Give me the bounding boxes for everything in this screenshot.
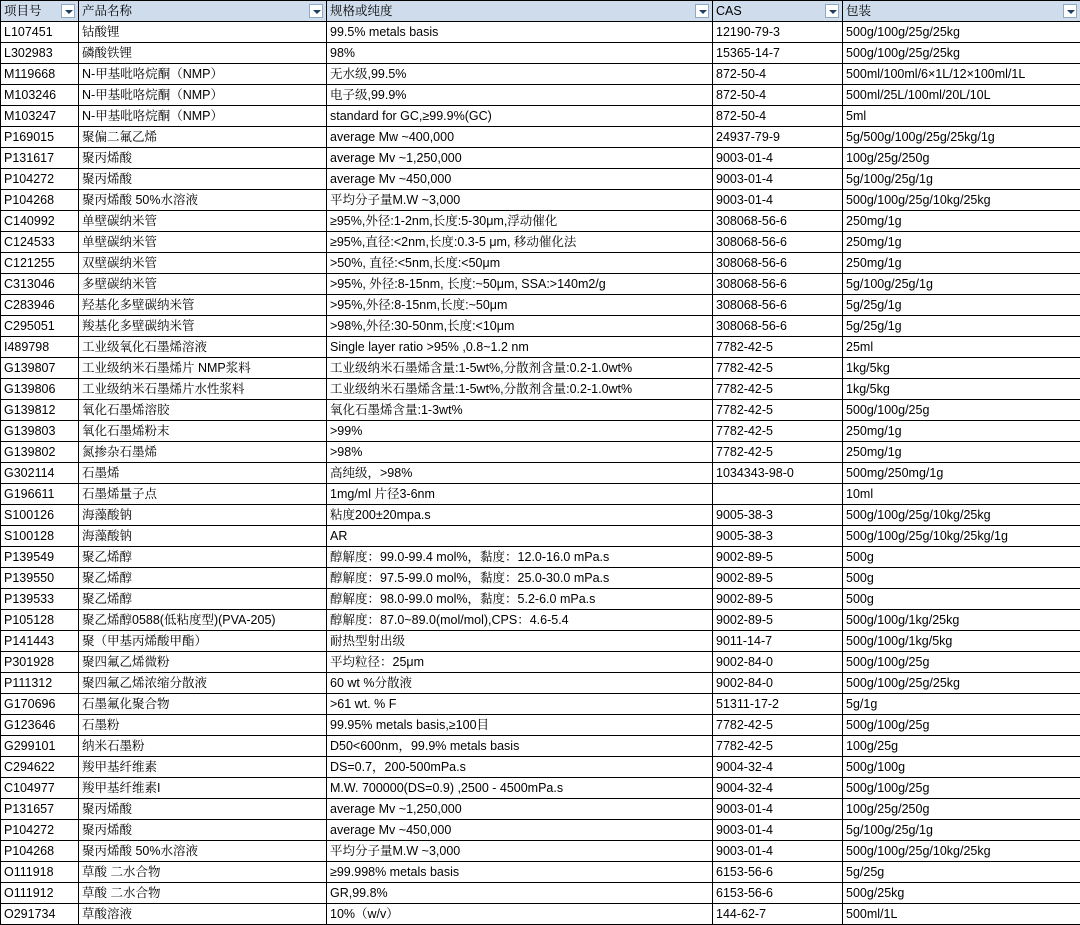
cell-cas: 7782-42-5: [713, 442, 843, 463]
table-row: [1, 883, 1080, 904]
cell-product-name: N-甲基吡咯烷酮（NMP）: [79, 64, 327, 85]
cell-product-name: 多壁碳纳米管: [79, 274, 327, 295]
table-row: [1, 274, 1080, 295]
cell-product-name: 聚丙烯酸: [79, 148, 327, 169]
cell-spec-purity: average Mv ~450,000: [327, 169, 713, 190]
cell-spec-purity: >95%, 外径:8-15nm, 长度:~50μm, SSA:>140m2/g: [327, 274, 713, 295]
table-row: [1, 127, 1080, 148]
cell-packaging: 500g/100g/25g/25kg: [843, 673, 1080, 694]
column-header-spec-purity: [327, 1, 713, 22]
table-row: [1, 253, 1080, 274]
cell-spec-purity: >61 wt. % F: [327, 694, 713, 715]
table-row: [1, 694, 1080, 715]
cell-cas: 9003-01-4: [713, 190, 843, 211]
cell-item-no: L107451: [1, 22, 79, 43]
cell-item-no: G302114: [1, 463, 79, 484]
cell-product-name: 石墨氟化聚合物: [79, 694, 327, 715]
cell-cas: 9002-89-5: [713, 547, 843, 568]
cell-spec-purity: 氧化石墨烯含量:1-3wt%: [327, 400, 713, 421]
cell-packaging: 500g/100g/25g/10kg/25kg: [843, 505, 1080, 526]
cell-cas: [713, 484, 843, 505]
column-header-label: 项目号: [4, 4, 42, 18]
cell-packaging: 500g/100g/25g: [843, 715, 1080, 736]
cell-spec-purity: D50<600nm，99.9% metals basis: [327, 736, 713, 757]
cell-product-name: 草酸溶液: [79, 904, 327, 925]
cell-packaging: 500g/25kg: [843, 883, 1080, 904]
table-row: [1, 64, 1080, 85]
cell-item-no: P139533: [1, 589, 79, 610]
cell-packaging: 5g/1g: [843, 694, 1080, 715]
cell-product-name: 聚乙烯醇: [79, 547, 327, 568]
table-row: [1, 589, 1080, 610]
table-row: [1, 463, 1080, 484]
cell-packaging: 100g/25g/250g: [843, 799, 1080, 820]
cell-item-no: C313046: [1, 274, 79, 295]
cell-item-no: L302983: [1, 43, 79, 64]
cell-cas: 15365-14-7: [713, 43, 843, 64]
cell-item-no: M103246: [1, 85, 79, 106]
cell-item-no: O111918: [1, 862, 79, 883]
table-row: [1, 526, 1080, 547]
cell-packaging: 500g/100g/25g: [843, 652, 1080, 673]
cell-packaging: 100g/25g: [843, 736, 1080, 757]
filter-dropdown-icon[interactable]: [825, 4, 839, 18]
cell-item-no: P104268: [1, 841, 79, 862]
cell-spec-purity: ≥95%,直径:<2nm,长度:0.3-5 μm, 移动催化法: [327, 232, 713, 253]
cell-item-no: C283946: [1, 295, 79, 316]
cell-product-name: 聚丙烯酸: [79, 820, 327, 841]
cell-product-name: 氧化石墨烯粉末: [79, 421, 327, 442]
table-row: [1, 841, 1080, 862]
table-row: [1, 652, 1080, 673]
cell-spec-purity: GR,99.8%: [327, 883, 713, 904]
cell-packaging: 1kg/5kg: [843, 379, 1080, 400]
cell-cas: 872-50-4: [713, 85, 843, 106]
cell-item-no: O111912: [1, 883, 79, 904]
cell-product-name: 纳米石墨粉: [79, 736, 327, 757]
cell-packaging: 500g/100g/25g/25kg: [843, 22, 1080, 43]
table-row: [1, 820, 1080, 841]
cell-product-name: 聚四氟乙烯浓缩分散液: [79, 673, 327, 694]
cell-item-no: C121255: [1, 253, 79, 274]
table-row: [1, 232, 1080, 253]
table-row: [1, 316, 1080, 337]
cell-item-no: G170696: [1, 694, 79, 715]
cell-item-no: G139812: [1, 400, 79, 421]
cell-item-no: G139807: [1, 358, 79, 379]
cell-product-name: 聚乙烯醇: [79, 589, 327, 610]
filter-dropdown-icon[interactable]: [695, 4, 709, 18]
table-row: [1, 736, 1080, 757]
cell-cas: 308068-56-6: [713, 274, 843, 295]
cell-cas: 9003-01-4: [713, 841, 843, 862]
filter-dropdown-icon[interactable]: [1063, 4, 1077, 18]
cell-packaging: 5g/25g/1g: [843, 295, 1080, 316]
table-row: [1, 547, 1080, 568]
table-row: [1, 631, 1080, 652]
table-row: [1, 169, 1080, 190]
column-header-product-name: [79, 1, 327, 22]
cell-product-name: 石墨粉: [79, 715, 327, 736]
cell-cas: 9004-32-4: [713, 757, 843, 778]
cell-cas: 9002-89-5: [713, 589, 843, 610]
cell-spec-purity: 无水级,99.5%: [327, 64, 713, 85]
table-row: [1, 799, 1080, 820]
cell-cas: 308068-56-6: [713, 316, 843, 337]
cell-packaging: 5g/100g/25g/1g: [843, 274, 1080, 295]
cell-packaging: 500g/100g/25g/10kg/25kg/1g: [843, 526, 1080, 547]
filter-dropdown-icon[interactable]: [61, 4, 75, 18]
table-row: [1, 862, 1080, 883]
cell-spec-purity: 99.95% metals basis,≥100目: [327, 715, 713, 736]
cell-product-name: 石墨烯: [79, 463, 327, 484]
table-row: [1, 757, 1080, 778]
cell-packaging: 1kg/5kg: [843, 358, 1080, 379]
cell-packaging: 500ml/100ml/6×1L/12×100ml/1L: [843, 64, 1080, 85]
cell-spec-purity: ≥99.998% metals basis: [327, 862, 713, 883]
cell-packaging: 500g/100g/25g/10kg/25kg: [843, 841, 1080, 862]
cell-product-name: 单壁碳纳米管: [79, 232, 327, 253]
table-row: [1, 442, 1080, 463]
cell-packaging: 500g/100g: [843, 757, 1080, 778]
cell-packaging: 250mg/1g: [843, 232, 1080, 253]
table-row: [1, 778, 1080, 799]
table-row: [1, 22, 1080, 43]
cell-spec-purity: average Mv ~450,000: [327, 820, 713, 841]
cell-packaging: 500g/100g/25g/25kg: [843, 43, 1080, 64]
table-row: [1, 148, 1080, 169]
cell-product-name: 聚丙烯酸 50%水溶液: [79, 190, 327, 211]
cell-cas: 7782-42-5: [713, 358, 843, 379]
table-row: [1, 568, 1080, 589]
cell-item-no: O291734: [1, 904, 79, 925]
cell-product-name: 工业级纳米石墨烯片水性浆料: [79, 379, 327, 400]
table-row: [1, 211, 1080, 232]
cell-spec-purity: average Mw ~400,000: [327, 127, 713, 148]
cell-item-no: G196611: [1, 484, 79, 505]
cell-product-name: 氮掺杂石墨烯: [79, 442, 327, 463]
cell-packaging: 5g/100g/25g/1g: [843, 820, 1080, 841]
cell-item-no: C140992: [1, 211, 79, 232]
cell-product-name: 双壁碳纳米管: [79, 253, 327, 274]
column-header-label: 包装: [846, 4, 871, 18]
cell-item-no: P131657: [1, 799, 79, 820]
cell-product-name: 草酸 二水合物: [79, 883, 327, 904]
cell-spec-purity: >50%, 直径:<5nm,长度:<50μm: [327, 253, 713, 274]
cell-spec-purity: average Mv ~1,250,000: [327, 799, 713, 820]
cell-cas: 9002-84-0: [713, 673, 843, 694]
cell-item-no: S100128: [1, 526, 79, 547]
cell-packaging: 5ml: [843, 106, 1080, 127]
table-row: [1, 358, 1080, 379]
cell-cas: 6153-56-6: [713, 862, 843, 883]
cell-packaging: 500ml/25L/100ml/20L/10L: [843, 85, 1080, 106]
cell-item-no: G139806: [1, 379, 79, 400]
cell-product-name: 磷酸铁锂: [79, 43, 327, 64]
cell-packaging: 500g: [843, 568, 1080, 589]
cell-spec-purity: >95%,外径:8-15nm,长度:~50μm: [327, 295, 713, 316]
cell-cas: 9002-89-5: [713, 568, 843, 589]
cell-item-no: M103247: [1, 106, 79, 127]
cell-product-name: N-甲基吡咯烷酮（NMP）: [79, 106, 327, 127]
cell-item-no: M119668: [1, 64, 79, 85]
cell-product-name: 聚丙烯酸 50%水溶液: [79, 841, 327, 862]
cell-item-no: C104977: [1, 778, 79, 799]
cell-cas: 872-50-4: [713, 64, 843, 85]
cell-cas: 7782-42-5: [713, 379, 843, 400]
cell-cas: 308068-56-6: [713, 211, 843, 232]
cell-packaging: 5g/500g/100g/25g/25kg/1g: [843, 127, 1080, 148]
table-row: [1, 337, 1080, 358]
cell-item-no: S100126: [1, 505, 79, 526]
cell-product-name: 工业级氧化石墨烯溶液: [79, 337, 327, 358]
cell-item-no: P104272: [1, 820, 79, 841]
cell-packaging: 500g/100g/25g/10kg/25kg: [843, 190, 1080, 211]
cell-packaging: 500ml/1L: [843, 904, 1080, 925]
cell-packaging: 500g/100g/1kg/25kg: [843, 610, 1080, 631]
cell-packaging: 5g/25g: [843, 862, 1080, 883]
cell-cas: 9005-38-3: [713, 526, 843, 547]
cell-spec-purity: 10%（w/v）: [327, 904, 713, 925]
table-row: [1, 715, 1080, 736]
cell-item-no: P169015: [1, 127, 79, 148]
cell-cas: 9011-14-7: [713, 631, 843, 652]
cell-cas: 51311-17-2: [713, 694, 843, 715]
cell-item-no: C295051: [1, 316, 79, 337]
cell-product-name: 钴酸锂: [79, 22, 327, 43]
cell-spec-purity: 99.5% metals basis: [327, 22, 713, 43]
cell-item-no: G299101: [1, 736, 79, 757]
table-row: [1, 505, 1080, 526]
table-row: [1, 484, 1080, 505]
cell-packaging: 500g/100g/25g: [843, 400, 1080, 421]
cell-product-name: 聚（甲基丙烯酸甲酯）: [79, 631, 327, 652]
cell-cas: 9003-01-4: [713, 169, 843, 190]
table-row: [1, 295, 1080, 316]
cell-spec-purity: 高纯级，>98%: [327, 463, 713, 484]
cell-product-name: 聚丙烯酸: [79, 799, 327, 820]
cell-spec-purity: 1mg/ml 片径3-6nm: [327, 484, 713, 505]
cell-cas: 9003-01-4: [713, 799, 843, 820]
cell-packaging: 250mg/1g: [843, 421, 1080, 442]
cell-item-no: C294622: [1, 757, 79, 778]
cell-product-name: 氧化石墨烯溶胶: [79, 400, 327, 421]
cell-spec-purity: average Mv ~1,250,000: [327, 148, 713, 169]
cell-product-name: 聚乙烯醇: [79, 568, 327, 589]
cell-cas: 144-62-7: [713, 904, 843, 925]
cell-cas: 9005-38-3: [713, 505, 843, 526]
cell-spec-purity: 平均粒径：25μm: [327, 652, 713, 673]
cell-spec-purity: 60 wt %分散液: [327, 673, 713, 694]
cell-cas: 1034343-98-0: [713, 463, 843, 484]
cell-product-name: 工业级纳米石墨烯片 NMP浆料: [79, 358, 327, 379]
cell-item-no: P104268: [1, 190, 79, 211]
cell-cas: 7782-42-5: [713, 715, 843, 736]
column-header-label: 产品名称: [82, 4, 132, 18]
cell-packaging: 500g: [843, 589, 1080, 610]
cell-item-no: P139550: [1, 568, 79, 589]
table-body: [1, 22, 1080, 925]
cell-cas: 7782-42-5: [713, 736, 843, 757]
cell-spec-purity: >99%: [327, 421, 713, 442]
cell-packaging: 5g/25g/1g: [843, 316, 1080, 337]
cell-cas: 7782-42-5: [713, 337, 843, 358]
cell-cas: 7782-42-5: [713, 400, 843, 421]
cell-item-no: P301928: [1, 652, 79, 673]
table-row: [1, 190, 1080, 211]
column-header-label: CAS: [716, 4, 742, 18]
cell-spec-purity: 98%: [327, 43, 713, 64]
cell-product-name: 聚丙烯酸: [79, 169, 327, 190]
cell-spec-purity: 耐热型射出级: [327, 631, 713, 652]
table-row: [1, 610, 1080, 631]
cell-product-name: 羧甲基纤维素: [79, 757, 327, 778]
cell-spec-purity: 醇解度：99.0-99.4 mol%，黏度：12.0-16.0 mPa.s: [327, 547, 713, 568]
cell-product-name: 聚乙烯醇0588(低粘度型)(PVA-205): [79, 610, 327, 631]
cell-spec-purity: 醇解度：87.0~89.0(mol/mol),CPS：4.6-5.4: [327, 610, 713, 631]
cell-item-no: G123646: [1, 715, 79, 736]
column-header-cas: [713, 1, 843, 22]
cell-cas: 9004-32-4: [713, 778, 843, 799]
cell-item-no: P104272: [1, 169, 79, 190]
cell-spec-purity: 醇解度：97.5-99.0 mol%，黏度：25.0-30.0 mPa.s: [327, 568, 713, 589]
cell-packaging: 500mg/250mg/1g: [843, 463, 1080, 484]
cell-packaging: 250mg/1g: [843, 442, 1080, 463]
cell-product-name: 单壁碳纳米管: [79, 211, 327, 232]
cell-cas: 308068-56-6: [713, 232, 843, 253]
cell-spec-purity: >98%: [327, 442, 713, 463]
cell-packaging: 25ml: [843, 337, 1080, 358]
cell-cas: 24937-79-9: [713, 127, 843, 148]
cell-spec-purity: M.W. 700000(DS=0.9) ,2500 - 4500mPa.s: [327, 778, 713, 799]
cell-cas: 308068-56-6: [713, 295, 843, 316]
cell-product-name: 草酸 二水合物: [79, 862, 327, 883]
cell-spec-purity: 粘度200±20mpa.s: [327, 505, 713, 526]
cell-product-name: 聚偏二氟乙烯: [79, 127, 327, 148]
cell-spec-purity: >98%,外径:30-50nm,长度:<10μm: [327, 316, 713, 337]
cell-packaging: 500g: [843, 547, 1080, 568]
table-row: [1, 85, 1080, 106]
cell-spec-purity: 平均分子量M.W ~3,000: [327, 190, 713, 211]
table-row: [1, 106, 1080, 127]
cell-product-name: 石墨烯量子点: [79, 484, 327, 505]
cell-spec-purity: ≥95%,外径:1-2nm,长度:5-30μm,浮动催化: [327, 211, 713, 232]
cell-item-no: P131617: [1, 148, 79, 169]
cell-item-no: I489798: [1, 337, 79, 358]
table-header-row: [1, 1, 1080, 22]
cell-item-no: P139549: [1, 547, 79, 568]
cell-cas: 6153-56-6: [713, 883, 843, 904]
cell-packaging: 250mg/1g: [843, 253, 1080, 274]
cell-product-name: 羟基化多壁碳纳米管: [79, 295, 327, 316]
cell-spec-purity: DS=0.7，200-500mPa.s: [327, 757, 713, 778]
cell-cas: 12190-79-3: [713, 22, 843, 43]
cell-cas: 9002-89-5: [713, 610, 843, 631]
table-row: [1, 379, 1080, 400]
cell-cas: 308068-56-6: [713, 253, 843, 274]
cell-product-name: 羧甲基纤维素I: [79, 778, 327, 799]
cell-packaging: 500g/100g/25g: [843, 778, 1080, 799]
table-row: [1, 400, 1080, 421]
cell-spec-purity: 醇解度：98.0-99.0 mol%，黏度：5.2-6.0 mPa.s: [327, 589, 713, 610]
cell-product-name: 聚四氟乙烯微粉: [79, 652, 327, 673]
cell-cas: 9002-84-0: [713, 652, 843, 673]
cell-cas: 9003-01-4: [713, 820, 843, 841]
cell-spec-purity: 平均分子量M.W ~3,000: [327, 841, 713, 862]
table-row: [1, 673, 1080, 694]
cell-product-name: 海藻酸钠: [79, 505, 327, 526]
cell-packaging: 100g/25g/250g: [843, 148, 1080, 169]
cell-item-no: G139803: [1, 421, 79, 442]
filter-dropdown-icon[interactable]: [309, 4, 323, 18]
cell-product-name: N-甲基吡咯烷酮（NMP）: [79, 85, 327, 106]
cell-packaging: 10ml: [843, 484, 1080, 505]
cell-cas: 872-50-4: [713, 106, 843, 127]
cell-product-name: 海藻酸钠: [79, 526, 327, 547]
cell-product-name: 羧基化多壁碳纳米管: [79, 316, 327, 337]
column-header-item-no: [1, 1, 79, 22]
cell-item-no: P111312: [1, 673, 79, 694]
cell-spec-purity: AR: [327, 526, 713, 547]
cell-cas: 9003-01-4: [713, 148, 843, 169]
table-row: [1, 904, 1080, 925]
cell-item-no: P105128: [1, 610, 79, 631]
column-header-packaging: [843, 1, 1080, 22]
table-row: [1, 43, 1080, 64]
cell-packaging: 500g/100g/1kg/5kg: [843, 631, 1080, 652]
table-row: [1, 421, 1080, 442]
column-header-label: 规格或纯度: [330, 4, 393, 18]
cell-spec-purity: 工业级纳米石墨烯含量:1-5wt%,分散剂含量:0.2-1.0wt%: [327, 379, 713, 400]
cell-item-no: G139802: [1, 442, 79, 463]
cell-spec-purity: 电子级,99.9%: [327, 85, 713, 106]
cell-item-no: C124533: [1, 232, 79, 253]
cell-item-no: P141443: [1, 631, 79, 652]
cell-spec-purity: standard for GC,≥99.9%(GC): [327, 106, 713, 127]
cell-spec-purity: 工业级纳米石墨烯含量:1-5wt%,分散剂含量:0.2-1.0wt%: [327, 358, 713, 379]
cell-spec-purity: Single layer ratio >95% ,0.8~1.2 nm: [327, 337, 713, 358]
cell-cas: 7782-42-5: [713, 421, 843, 442]
cell-packaging: 5g/100g/25g/1g: [843, 169, 1080, 190]
cell-packaging: 250mg/1g: [843, 211, 1080, 232]
